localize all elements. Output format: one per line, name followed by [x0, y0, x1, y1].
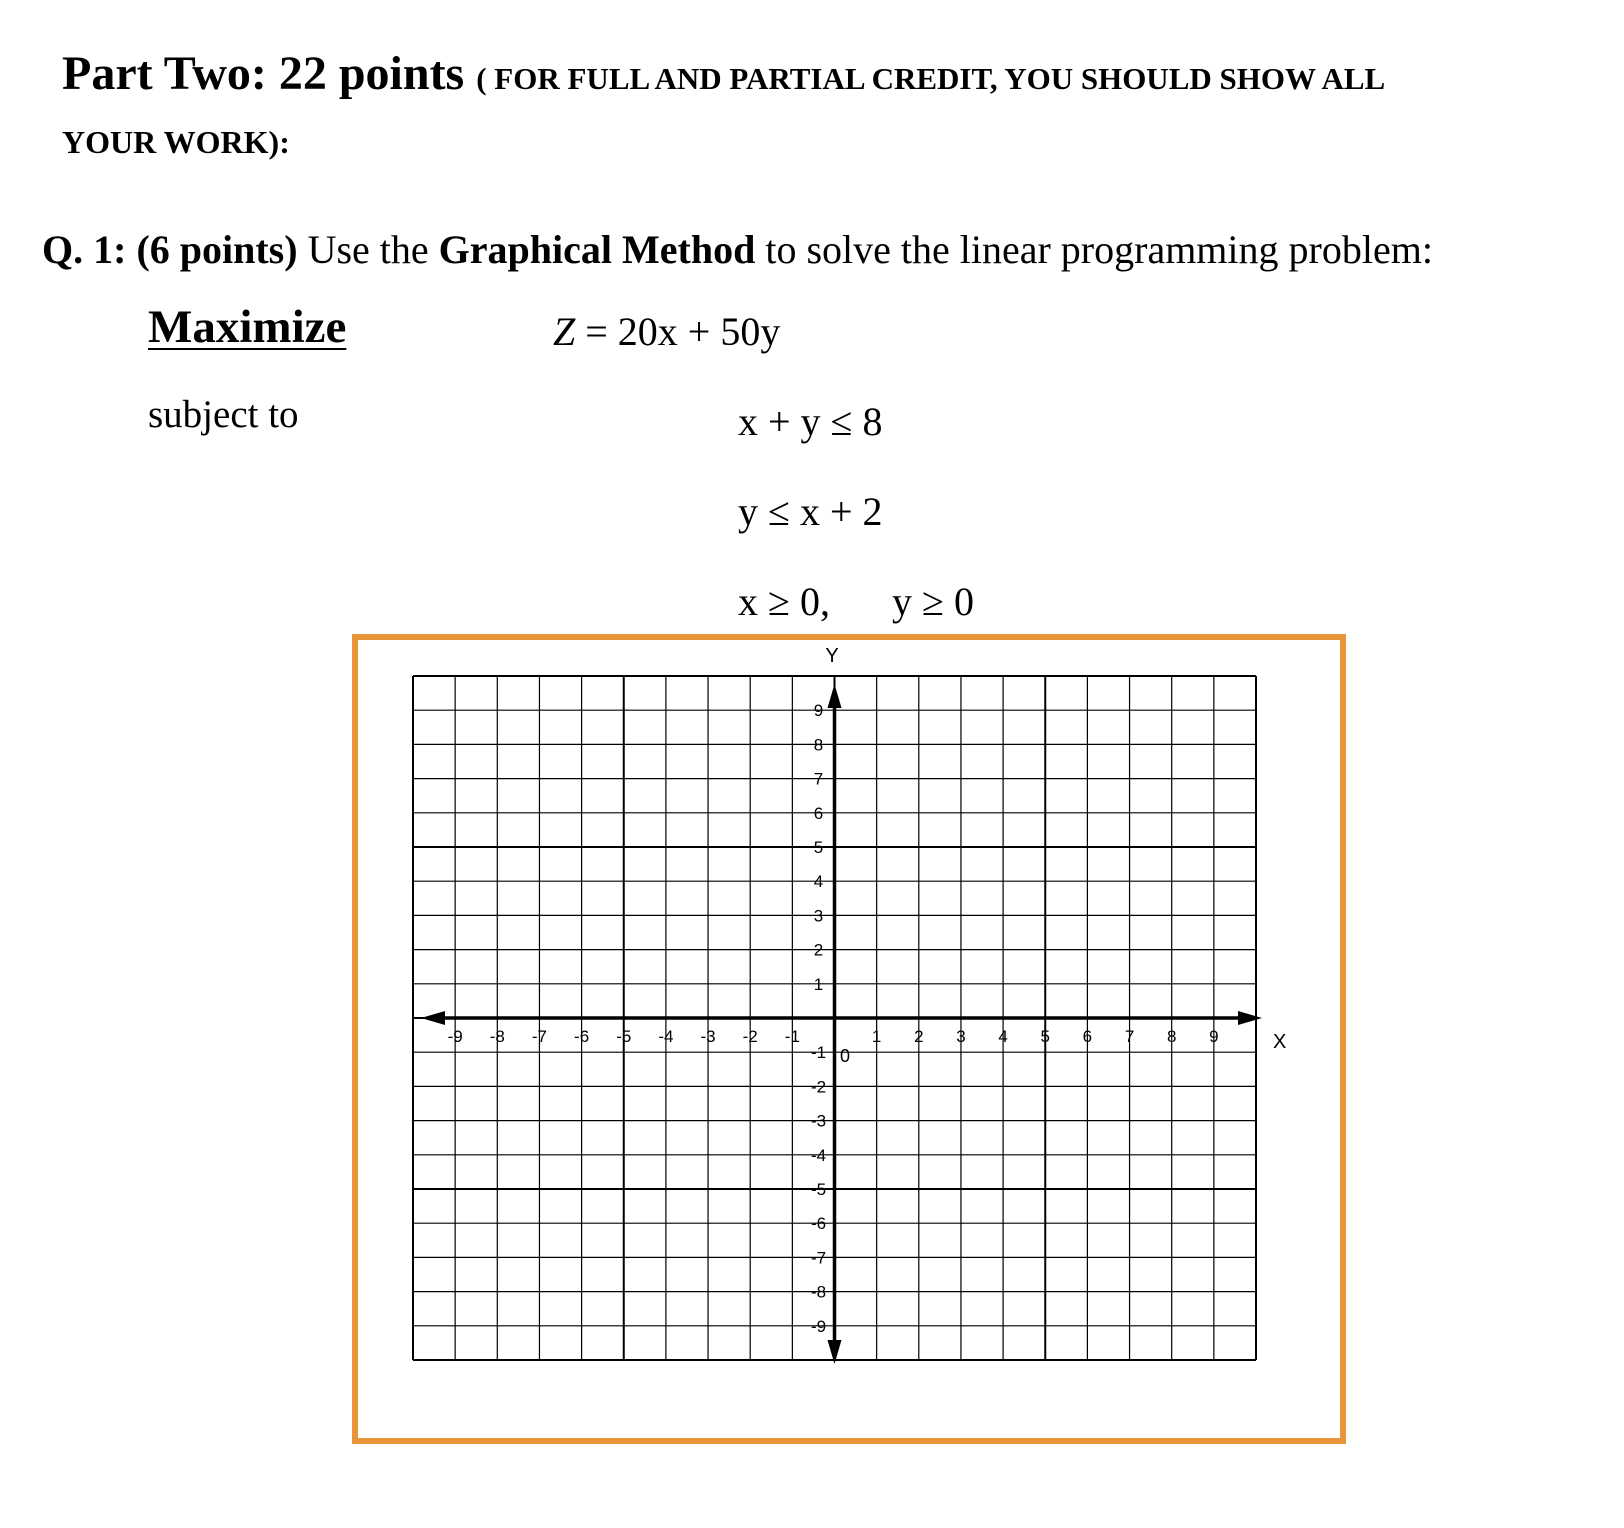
x-tick-label: -5: [616, 1027, 632, 1046]
question-points: (6 points): [136, 227, 298, 272]
x-tick-label: -4: [658, 1027, 674, 1046]
question-label: Q. 1:: [42, 227, 127, 272]
y-tick-label: 6: [813, 803, 824, 823]
constraint-4: y ≥ 0: [892, 579, 974, 624]
constraint-3: x ≥ 0,: [738, 579, 830, 624]
constraint-1: x + y ≤ 8: [738, 399, 883, 444]
y-tick-label: -5: [810, 1180, 827, 1199]
question-line: [42, 226, 1433, 273]
x-tick-label: -7: [531, 1027, 548, 1046]
y-axis-arrow-up-icon: [828, 684, 842, 708]
y-tick-label: 2: [813, 940, 824, 960]
x-tick-label: -3: [700, 1027, 716, 1046]
y-tick-label: 8: [813, 735, 824, 755]
y-tick-label: -1: [810, 1043, 827, 1063]
y-tick-label: -6: [810, 1214, 827, 1234]
x-tick-label: 7: [1124, 1027, 1135, 1046]
x-axis-arrow-right-icon: [1238, 1011, 1262, 1025]
objective-var: Z: [553, 309, 576, 354]
x-tick-label: 5: [1040, 1027, 1050, 1046]
x-tick-label: 6: [1082, 1027, 1093, 1046]
x-axis-arrow-left-icon: [421, 1011, 445, 1025]
question-text-before: Use the: [307, 227, 429, 272]
y-tick-label: 7: [813, 769, 824, 789]
objective-function: [553, 308, 780, 355]
y-tick-label: 4: [813, 872, 824, 892]
x-tick-label: 4: [998, 1027, 1008, 1046]
x-tick-label: -2: [742, 1027, 758, 1046]
y-tick-label: 1: [813, 974, 824, 994]
part-note-continued: YOUR WORK):: [62, 124, 290, 160]
y-tick-label: 5: [813, 838, 824, 857]
y-tick-label: -2: [810, 1077, 827, 1097]
maximize-label: Maximize: [148, 301, 347, 353]
x-tick-label: 9: [1209, 1027, 1219, 1046]
y-tick-label: 9: [813, 701, 824, 721]
y-tick-label: 3: [813, 906, 824, 926]
constraint-2: y ≤ x + 2: [738, 489, 883, 534]
x-tick-label: -6: [574, 1027, 590, 1046]
y-tick-label: -4: [810, 1145, 827, 1165]
x-tick-label: -1: [784, 1027, 800, 1046]
x-tick-label: 2: [914, 1027, 924, 1046]
x-axis-label: X: [1273, 1031, 1287, 1053]
y-tick-label: -9: [810, 1316, 827, 1336]
y-tick-label: -3: [810, 1111, 827, 1131]
x-tick-label: 8: [1166, 1027, 1177, 1046]
y-tick-label: -7: [810, 1248, 827, 1268]
subject-to-label: subject to: [148, 393, 299, 436]
x-tick-label: 1: [871, 1027, 882, 1046]
question-method: Graphical Method: [438, 227, 756, 272]
x-tick-label: -9: [447, 1027, 463, 1046]
axes: [421, 684, 1262, 1364]
part-note: ( FOR FULL AND PARTIAL CREDIT, YOU SHOULD SHOW ALL: [476, 61, 1386, 96]
graph-frame: [352, 634, 1346, 1444]
y-axis-label: Y: [825, 645, 839, 667]
objective-rest: = 20x + 50y: [585, 309, 781, 354]
question-text-after: to solve the linear programming problem:: [765, 227, 1433, 272]
part-title: Part Two: 22 points ( FOR FULL AND PARTIAL CREDIT, YOU SHOULD SHOW ALL: [62, 47, 1386, 100]
y-tick-label: -8: [810, 1282, 827, 1302]
origin-label: 0: [840, 1046, 851, 1066]
x-tick-label: 3: [956, 1027, 966, 1046]
x-tick-label: -8: [489, 1027, 505, 1046]
coordinate-grid: [358, 640, 1340, 1438]
